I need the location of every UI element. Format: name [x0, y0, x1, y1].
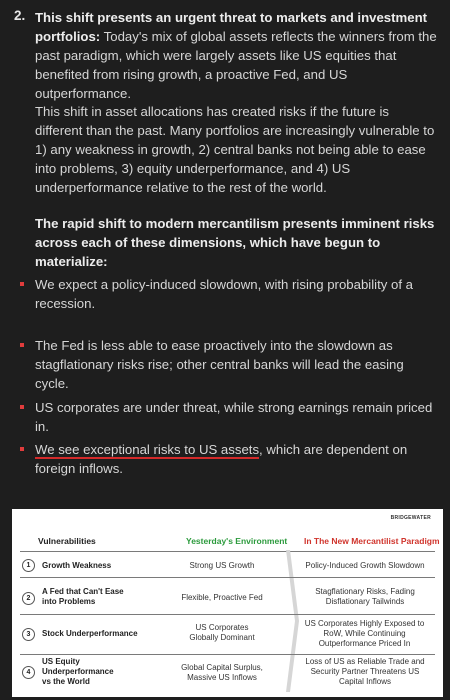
row-new: Loss of US as Reliable Trade and Security Partner Threatens US Capital Inflows [305, 657, 425, 686]
row-divider [20, 654, 435, 655]
row-number: 4 [22, 666, 35, 679]
header-new-paradigm: In The New Mercantilist Paradigm [304, 536, 440, 546]
row-yesterday: Global Capital Surplus, Massive US Inflows [181, 663, 263, 682]
row-new: Policy-Induced Growth Slowdown [305, 561, 425, 570]
point-number: 2. [14, 8, 26, 23]
point-intro-paragraph [35, 8, 439, 103]
row-vulnerability: Growth Weakness [42, 561, 112, 570]
bullet-marker [20, 405, 24, 409]
row-divider [20, 577, 435, 578]
row-yesterday: Strong US Growth [189, 561, 255, 570]
vulnerabilities-table-image [12, 509, 443, 697]
bullet-marker [20, 343, 24, 347]
row-number: 3 [22, 628, 35, 641]
header-divider [20, 551, 435, 552]
bullet-item [35, 275, 439, 313]
row-yesterday: Flexible, Proactive Fed [181, 593, 263, 602]
row-vulnerability: US Equity Underperformance vs the World [42, 657, 114, 686]
row-number: 2 [22, 592, 35, 605]
bullet-text: We expect a policy-induced slowdown, with rising probability of a recession. [35, 277, 413, 311]
bullet-text: US corporates are under threat, while strong earnings remain priced in. [35, 400, 433, 434]
bridgewater-logo: BRIDGEWATER [390, 515, 431, 521]
point-intro-text: Today's mix of global assets reflects the winners from the past paradigm, which were largely assets like US equities that benefited from rising growth, a proactive Fed, and US outperformance. [35, 29, 437, 101]
row-new: Stagflationary Risks, Fading Disflationary Tailwinds [315, 587, 415, 606]
bullet-marker [20, 447, 24, 451]
bullet-text: , which are dependent on foreign inflows. [35, 442, 408, 476]
paragraph-mercantilism-risks: The rapid shift to modern mercantilism presents imminent risks across each of these dimensions, which have begun to materialize: [35, 216, 435, 269]
bullet-item [35, 398, 439, 436]
row-number: 1 [22, 559, 35, 572]
header-yesterday: Yesterday's Environment [186, 536, 288, 546]
row-divider [20, 614, 435, 615]
bullet-text: The Fed is less able to ease proactively into the slowdown as stagflationary risks rise; other central banks will lead the easing cycle. [35, 338, 404, 391]
row-new: US Corporates Highly Exposed to RoW, While Continuing Outperformance Priced In [304, 619, 425, 648]
bullet-item [35, 336, 439, 393]
point-heading: This shift presents an urgent threat to markets and investment portfolios: [35, 10, 428, 44]
bullet-marker [20, 282, 24, 286]
bullet-item [35, 440, 439, 478]
row-vulnerability: Stock Underperformance [42, 629, 138, 638]
row-vulnerability: A Fed that Can't Ease into Problems [42, 587, 124, 606]
underlined-text: We see exceptional risks to US assets [35, 442, 260, 457]
paragraph-asset-allocations: This shift in asset allocations has created risks if the future is different than the past. Many portfolios are increasingly vulnerable to 1) any weakness in growth, 2) central banks not being able to ease into problems, 3) equity underperformance, and 4) US underperformance relative to the rest of the world. [35, 104, 435, 195]
chevron-arrow-icon [286, 550, 300, 692]
header-vulnerabilities: Vulnerabilities [38, 536, 96, 546]
row-yesterday: US Corporates Globally Dominant [189, 623, 255, 642]
